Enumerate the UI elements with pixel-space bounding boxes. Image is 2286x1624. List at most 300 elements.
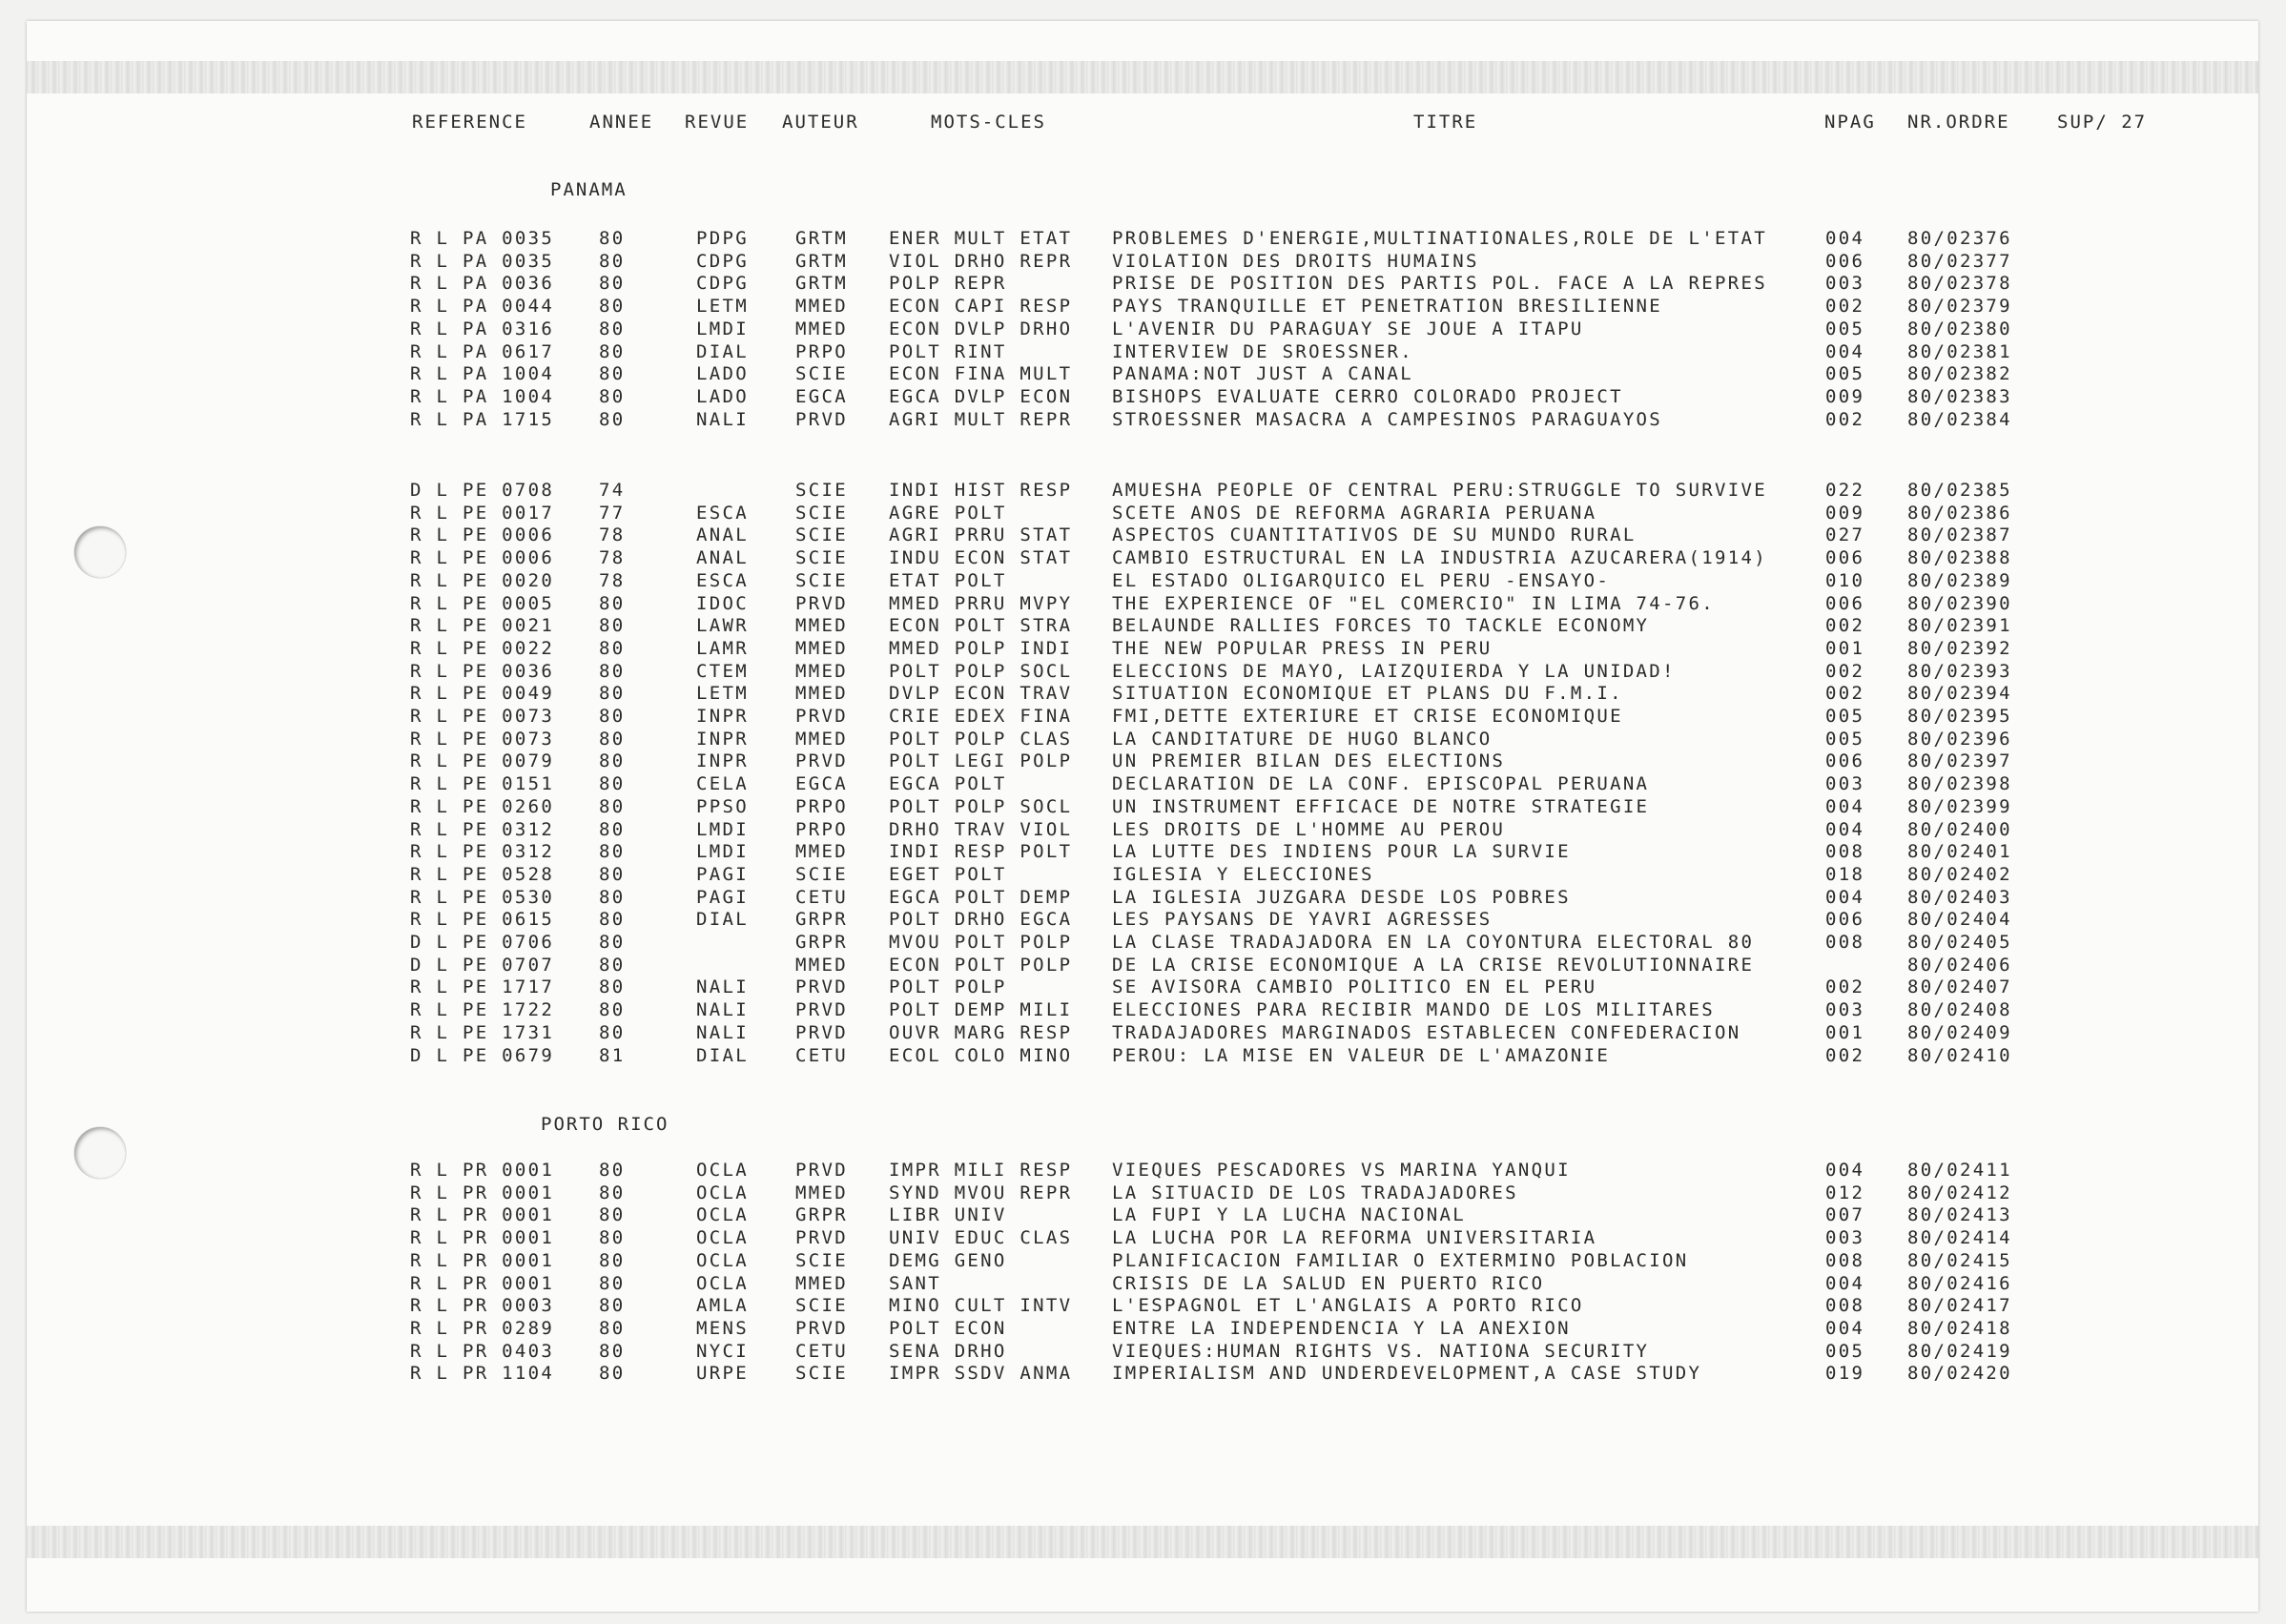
cell-annee: 78 [599,547,626,569]
cell-ref: R L PA 0044 [410,296,555,318]
cell-revue: INPR [696,750,749,772]
cell-nr: 80/02381 [1907,340,2012,362]
cell-nr: 80/02383 [1907,385,2012,407]
cell-nr: 80/02391 [1907,615,2012,637]
cell-auteur: CETU [795,886,848,908]
cell-revue: DIAL [696,909,749,931]
cell-npag: 005 [1825,318,1865,339]
cell-ref: R L PR 0001 [410,1160,555,1181]
cell-revue: CDPG [696,273,749,295]
cell-nr: 80/02380 [1907,318,2012,339]
cell-annee: 80 [599,340,626,362]
cell-npag: 004 [1825,228,1865,249]
cell-annee: 78 [599,569,626,591]
cell-npag: 002 [1825,296,1865,318]
cell-annee: 80 [599,886,626,908]
cell-npag: 005 [1825,1340,1865,1362]
cell-nr: 80/02407 [1907,976,2012,998]
section-title: PANAMA [550,179,628,200]
cell-annee: 80 [599,1363,626,1385]
cell-titre: UN PREMIER BILAN DES ELECTIONS [1112,750,1506,772]
cell-nr: 80/02412 [1907,1182,2012,1203]
cell-titre: THE NEW POPULAR PRESS IN PERU [1112,637,1493,659]
cell-mots: AGRI PRRU STAT [889,524,1073,546]
cell-titre: TRADAJADORES MARGINADOS ESTABLECEN CONFEDERACION [1112,1021,1741,1043]
cell-annee: 80 [599,592,626,614]
cell-npag: 003 [1825,773,1865,795]
cell-revue: NALI [696,408,749,430]
cell-nr: 80/02403 [1907,886,2012,908]
cell-revue: AMLA [696,1295,749,1317]
cell-nr: 80/02413 [1907,1204,2012,1226]
cell-npag: 004 [1825,886,1865,908]
cell-revue: LMDI [696,818,749,840]
cell-ref: R L PE 0260 [410,795,555,817]
header-nr-ordre: NR.ORDRE [1907,112,2010,133]
cell-nr: 80/02386 [1907,502,2012,524]
cell-npag: 008 [1825,1295,1865,1317]
cell-nr: 80/02392 [1907,637,2012,659]
cell-nr: 80/02410 [1907,1044,2012,1066]
cell-nr: 80/02388 [1907,547,2012,569]
cell-ref: R L PE 0615 [410,909,555,931]
cell-titre: LA LUCHA POR LA REFORMA UNIVERSITARIA [1112,1227,1597,1249]
cell-annee: 80 [599,750,626,772]
cell-auteur: SCIE [795,480,848,501]
cell-npag: 009 [1825,385,1865,407]
cell-annee: 80 [599,728,626,750]
cell-titre: VIEQUES PESCADORES VS MARINA YANQUI [1112,1160,1571,1181]
cell-revue: NALI [696,976,749,998]
cell-auteur: PRVD [795,592,848,614]
cell-ref: R L PE 0017 [410,502,555,524]
cell-nr: 80/02415 [1907,1249,2012,1271]
cell-mots: IMPR SSDV ANMA [889,1363,1073,1385]
cell-ref: D L PE 0679 [410,1044,555,1066]
cell-ref: R L PE 0073 [410,706,555,727]
cell-revue: OCLA [696,1160,749,1181]
cell-ref: R L PA 0617 [410,340,555,362]
cell-revue: NALI [696,999,749,1021]
cell-auteur: PRVD [795,1227,848,1249]
cell-auteur: MMED [795,728,848,750]
cell-auteur: GRPR [795,1204,848,1226]
cell-auteur: SCIE [795,1363,848,1385]
cell-revue: NALI [696,1021,749,1043]
cell-npag: 022 [1825,480,1865,501]
cell-annee: 80 [599,1272,626,1294]
cell-titre: SCETE ANOS DE REFORMA AGRARIA PERUANA [1112,502,1597,524]
cell-mots: POLT POLP CLAS [889,728,1073,750]
header-sup-page: SUP/ 27 [2057,112,2148,133]
cell-npag: 001 [1825,637,1865,659]
cell-titre: PANAMA:NOT JUST A CANAL [1112,363,1413,385]
cell-mots: DVLP ECON TRAV [889,683,1073,705]
cell-npag: 008 [1825,932,1865,953]
cell-mots: IMPR MILI RESP [889,1160,1073,1181]
cell-nr: 80/02385 [1907,480,2012,501]
cell-ref: R L PA 1715 [410,408,555,430]
cell-npag: 002 [1825,1044,1865,1066]
cell-titre: CAMBIO ESTRUCTURAL EN LA INDUSTRIA AZUCARERA(1914) [1112,547,1767,569]
cell-titre: L'ESPAGNOL ET L'ANGLAIS A PORTO RICO [1112,1295,1584,1317]
cell-mots: EGCA POLT [889,773,1007,795]
cell-mots: ECON POLT POLP [889,954,1073,976]
cell-annee: 80 [599,637,626,659]
cell-npag: 006 [1825,547,1865,569]
cell-ref: R L PE 0021 [410,615,555,637]
cell-mots: POLT LEGI POLP [889,750,1073,772]
cell-mots: POLT POLP [889,976,1007,998]
cell-titre: LA LUTTE DES INDIENS POUR LA SURVIE [1112,841,1571,863]
cell-npag: 006 [1825,750,1865,772]
cell-revue: INPR [696,728,749,750]
cell-mots: MVOU POLT POLP [889,932,1073,953]
cell-mots: EGET POLT [889,863,1007,885]
cell-ref: R L PE 0036 [410,660,555,682]
cell-nr: 80/02390 [1907,592,2012,614]
cell-mots: ECON FINA MULT [889,363,1073,385]
cell-revue: LETM [696,683,749,705]
cell-auteur: PRVD [795,999,848,1021]
cell-revue: CDPG [696,250,749,272]
cell-auteur: SCIE [795,1249,848,1271]
cell-ref: R L PE 0528 [410,863,555,885]
cell-annee: 80 [599,1340,626,1362]
cell-auteur: MMED [795,615,848,637]
cell-titre: EL ESTADO OLIGARQUICO EL PERU -ENSAYO- [1112,569,1611,591]
cell-npag: 002 [1825,615,1865,637]
cell-auteur: PRPO [795,340,848,362]
cell-ref: R L PR 0003 [410,1295,555,1317]
cell-auteur: MMED [795,318,848,339]
cell-revue: OCLA [696,1272,749,1294]
cell-revue: NYCI [696,1340,749,1362]
punch-hole-upper [74,526,126,578]
cell-ref: R L PR 0001 [410,1204,555,1226]
cell-auteur: MMED [795,637,848,659]
cell-nr: 80/02377 [1907,250,2012,272]
cell-ref: D L PE 0706 [410,932,555,953]
cell-auteur: MMED [795,683,848,705]
cell-mots: POLT POLP SOCL [889,660,1073,682]
cell-titre: DE LA CRISE ECONOMIQUE A LA CRISE REVOLUTIONNAIRE [1112,954,1755,976]
cell-nr: 80/02376 [1907,228,2012,249]
cell-titre: INTERVIEW DE SROESSNER. [1112,340,1413,362]
cell-mots: POLT ECON [889,1317,1007,1339]
cell-mots: SENA DRHO [889,1340,1007,1362]
cell-titre: L'AVENIR DU PARAGUAY SE JOUE A ITAPU [1112,318,1584,339]
cell-revue: PAGI [696,863,749,885]
cell-revue: LADO [696,363,749,385]
cell-nr: 80/02416 [1907,1272,2012,1294]
cell-revue: IDOC [696,592,749,614]
cell-auteur: SCIE [795,863,848,885]
cell-npag: 008 [1825,1249,1865,1271]
cell-ref: R L PA 0035 [410,228,555,249]
cell-npag: 004 [1825,795,1865,817]
cell-revue: LAWR [696,615,749,637]
cell-revue: OCLA [696,1204,749,1226]
cell-nr: 80/02414 [1907,1227,2012,1249]
cell-titre: PLANIFICACION FAMILIAR O EXTERMINO POBLACION [1112,1249,1689,1271]
cell-mots: POLT DRHO EGCA [889,909,1073,931]
scan-artifact-band-top [27,61,2258,93]
cell-auteur: PRVD [795,408,848,430]
cell-nr: 80/02397 [1907,750,2012,772]
cell-titre: PEROU: LA MISE EN VALEUR DE L'AMAZONIE [1112,1044,1611,1066]
cell-annee: 80 [599,954,626,976]
cell-auteur: SCIE [795,502,848,524]
cell-annee: 80 [599,1317,626,1339]
cell-mots: AGRI MULT REPR [889,408,1073,430]
cell-nr: 80/02387 [1907,524,2012,546]
cell-revue: LMDI [696,841,749,863]
cell-npag: 008 [1825,841,1865,863]
cell-annee: 80 [599,363,626,385]
cell-nr: 80/02404 [1907,909,2012,931]
cell-ref: R L PE 0049 [410,683,555,705]
cell-annee: 80 [599,1160,626,1181]
cell-titre: LES DROITS DE L'HOMME AU PEROU [1112,818,1506,840]
cell-revue: OCLA [696,1182,749,1203]
cell-revue: OCLA [696,1227,749,1249]
cell-annee: 80 [599,909,626,931]
cell-nr: 80/02402 [1907,863,2012,885]
cell-npag: 005 [1825,363,1865,385]
cell-npag: 005 [1825,706,1865,727]
cell-auteur: CETU [795,1340,848,1362]
cell-ref: R L PR 0403 [410,1340,555,1362]
cell-npag: 019 [1825,1363,1865,1385]
cell-mots: DEMG GENO [889,1249,1007,1271]
cell-auteur: PRVD [795,706,848,727]
cell-titre: THE EXPERIENCE OF "EL COMERCIO" IN LIMA 74-76. [1112,592,1715,614]
cell-annee: 80 [599,976,626,998]
header-npag: NPAG [1824,112,1876,133]
cell-annee: 77 [599,502,626,524]
cell-revue: PDPG [696,228,749,249]
cell-ref: R L PA 0316 [410,318,555,339]
header-reference: REFERENCE [412,112,527,133]
cell-titre: PROBLEMES D'ENERGIE,MULTINATIONALES,ROLE DE L'ETAT [1112,228,1767,249]
cell-revue: LMDI [696,318,749,339]
cell-annee: 80 [599,1021,626,1043]
cell-titre: IGLESIA Y ELECCIONES [1112,863,1374,885]
cell-annee: 80 [599,773,626,795]
cell-annee: 80 [599,273,626,295]
cell-ref: R L PR 0001 [410,1227,555,1249]
cell-auteur: PRVD [795,976,848,998]
cell-ref: R L PE 1731 [410,1021,555,1043]
cell-titre: BELAUNDE RALLIES FORCES TO TACKLE ECONOMY [1112,615,1650,637]
cell-ref: R L PE 0530 [410,886,555,908]
cell-npag: 002 [1825,683,1865,705]
cell-revue: OCLA [696,1249,749,1271]
cell-mots: OUVR MARG RESP [889,1021,1073,1043]
cell-mots: AGRE POLT [889,502,1007,524]
cell-mots: INDI HIST RESP [889,480,1073,501]
cell-revue: LAMR [696,637,749,659]
cell-npag: 004 [1825,818,1865,840]
cell-npag: 010 [1825,569,1865,591]
cell-nr: 80/02399 [1907,795,2012,817]
cell-nr: 80/02384 [1907,408,2012,430]
cell-npag: 018 [1825,863,1865,885]
cell-auteur: SCIE [795,569,848,591]
cell-nr: 80/02418 [1907,1317,2012,1339]
cell-annee: 80 [599,296,626,318]
cell-npag: 003 [1825,999,1865,1021]
cell-titre: LES PAYSANS DE YAVRI AGRESSES [1112,909,1493,931]
cell-ref: R L PE 0006 [410,547,555,569]
cell-ref: R L PR 0001 [410,1182,555,1203]
cell-auteur: PRVD [795,750,848,772]
cell-npag: 012 [1825,1182,1865,1203]
cell-auteur: MMED [795,1272,848,1294]
cell-ref: R L PE 0073 [410,728,555,750]
cell-annee: 80 [599,863,626,885]
cell-annee: 80 [599,683,626,705]
header-auteur: AUTEUR [782,112,859,133]
cell-nr: 80/02406 [1907,954,2012,976]
cell-revue: INPR [696,706,749,727]
cell-auteur: MMED [795,841,848,863]
cell-titre: UN INSTRUMENT EFFICACE DE NOTRE STRATEGIE [1112,795,1650,817]
cell-npag: 002 [1825,660,1865,682]
cell-mots: CRIE EDEX FINA [889,706,1073,727]
cell-auteur: SCIE [795,1295,848,1317]
cell-nr: 80/02378 [1907,273,2012,295]
cell-revue: LETM [696,296,749,318]
cell-npag: 006 [1825,909,1865,931]
cell-mots: ECON CAPI RESP [889,296,1073,318]
cell-auteur: SCIE [795,547,848,569]
cell-revue: ANAL [696,524,749,546]
cell-titre: ENTRE LA INDEPENDENCIA Y LA ANEXION [1112,1317,1571,1339]
cell-nr: 80/02394 [1907,683,2012,705]
cell-revue: ESCA [696,502,749,524]
cell-ref: R L PA 1004 [410,385,555,407]
cell-auteur: CETU [795,1044,848,1066]
cell-auteur: EGCA [795,773,848,795]
cell-titre: ELECCIONES PARA RECIBIR MANDO DE LOS MILITARES [1112,999,1715,1021]
cell-auteur: PRVD [795,1021,848,1043]
cell-mots: POLT RINT [889,340,1007,362]
cell-npag: 003 [1825,1227,1865,1249]
cell-annee: 80 [599,250,626,272]
cell-nr: 80/02401 [1907,841,2012,863]
cell-mots: EGCA POLT DEMP [889,886,1073,908]
cell-annee: 80 [599,615,626,637]
cell-titre: PRISE DE POSITION DES PARTIS POL. FACE A LA REPRES [1112,273,1767,295]
cell-nr: 80/02420 [1907,1363,2012,1385]
cell-titre: VIOLATION DES DROITS HUMAINS [1112,250,1479,272]
cell-npag: 007 [1825,1204,1865,1226]
cell-titre: VIEQUES:HUMAN RIGHTS VS. NATIONA SECURITY [1112,1340,1650,1362]
cell-ref: R L PE 0006 [410,524,555,546]
cell-titre: ASPECTOS CUANTITATIVOS DE SU MUNDO RURAL [1112,524,1637,546]
cell-nr: 80/02396 [1907,728,2012,750]
cell-mots: UNIV EDUC CLAS [889,1227,1073,1249]
cell-npag: 009 [1825,502,1865,524]
cell-mots: ENER MULT ETAT [889,228,1073,249]
cell-mots: ETAT POLT [889,569,1007,591]
cell-annee: 80 [599,932,626,953]
cell-annee: 81 [599,1044,626,1066]
cell-titre: LA IGLESIA JUZGARA DESDE LOS POBRES [1112,886,1571,908]
cell-nr: 80/02389 [1907,569,2012,591]
cell-auteur: PRPO [795,795,848,817]
cell-revue: LADO [696,385,749,407]
cell-titre: SITUATION ECONOMIQUE ET PLANS DU F.M.I. [1112,683,1623,705]
cell-npag: 027 [1825,524,1865,546]
cell-annee: 80 [599,999,626,1021]
cell-npag: 004 [1825,1160,1865,1181]
cell-ref: R L PE 0005 [410,592,555,614]
cell-revue: CELA [696,773,749,795]
cell-ref: R L PE 0079 [410,750,555,772]
cell-titre: ELECCIONS DE MAYO, LAIZQUIERDA Y LA UNIDAD! [1112,660,1676,682]
cell-ref: R L PE 0022 [410,637,555,659]
cell-nr: 80/02398 [1907,773,2012,795]
cell-mots: LIBR UNIV [889,1204,1007,1226]
cell-ref: R L PE 0312 [410,841,555,863]
cell-revue: ANAL [696,547,749,569]
cell-mots: SANT [889,1272,941,1294]
cell-nr: 80/02405 [1907,932,2012,953]
cell-ref: D L PE 0707 [410,954,555,976]
cell-mots: MMED POLP INDI [889,637,1073,659]
cell-revue: ESCA [696,569,749,591]
cell-auteur: GRTM [795,228,848,249]
cell-titre: IMPERIALISM AND UNDERDEVELOPMENT,A CASE STUDY [1112,1363,1702,1385]
cell-ref: R L PE 1722 [410,999,555,1021]
cell-mots: SYND MVOU REPR [889,1182,1073,1203]
cell-annee: 74 [599,480,626,501]
header-titre: TITRE [1413,112,1478,133]
cell-titre: LA CLASE TRADAJADORA EN LA COYONTURA ELECTORAL 80 [1112,932,1755,953]
cell-ref: R L PA 1004 [410,363,555,385]
cell-nr: 80/02409 [1907,1021,2012,1043]
cell-auteur: MMED [795,954,848,976]
cell-auteur: MMED [795,660,848,682]
cell-titre: DECLARATION DE LA CONF. EPISCOPAL PERUANA [1112,773,1650,795]
cell-npag: 001 [1825,1021,1865,1043]
cell-annee: 80 [599,660,626,682]
cell-ref: R L PE 0020 [410,569,555,591]
cell-titre: SE AVISORA CAMBIO POLITICO EN EL PERU [1112,976,1597,998]
cell-annee: 80 [599,318,626,339]
cell-mots: INDU ECON STAT [889,547,1073,569]
cell-titre: CRISIS DE LA SALUD EN PUERTO RICO [1112,1272,1545,1294]
cell-annee: 80 [599,818,626,840]
cell-revue: DIAL [696,340,749,362]
cell-mots: DRHO TRAV VIOL [889,818,1073,840]
cell-nr: 80/02419 [1907,1340,2012,1362]
cell-annee: 78 [599,524,626,546]
cell-annee: 80 [599,385,626,407]
cell-npag: 005 [1825,728,1865,750]
cell-auteur: SCIE [795,363,848,385]
cell-mots: POLT DEMP MILI [889,999,1073,1021]
cell-annee: 80 [599,1204,626,1226]
scan-artifact-band-bottom [27,1526,2258,1558]
cell-revue: PPSO [696,795,749,817]
cell-nr: 80/02417 [1907,1295,2012,1317]
cell-mots: ECON DVLP DRHO [889,318,1073,339]
cell-auteur: MMED [795,296,848,318]
